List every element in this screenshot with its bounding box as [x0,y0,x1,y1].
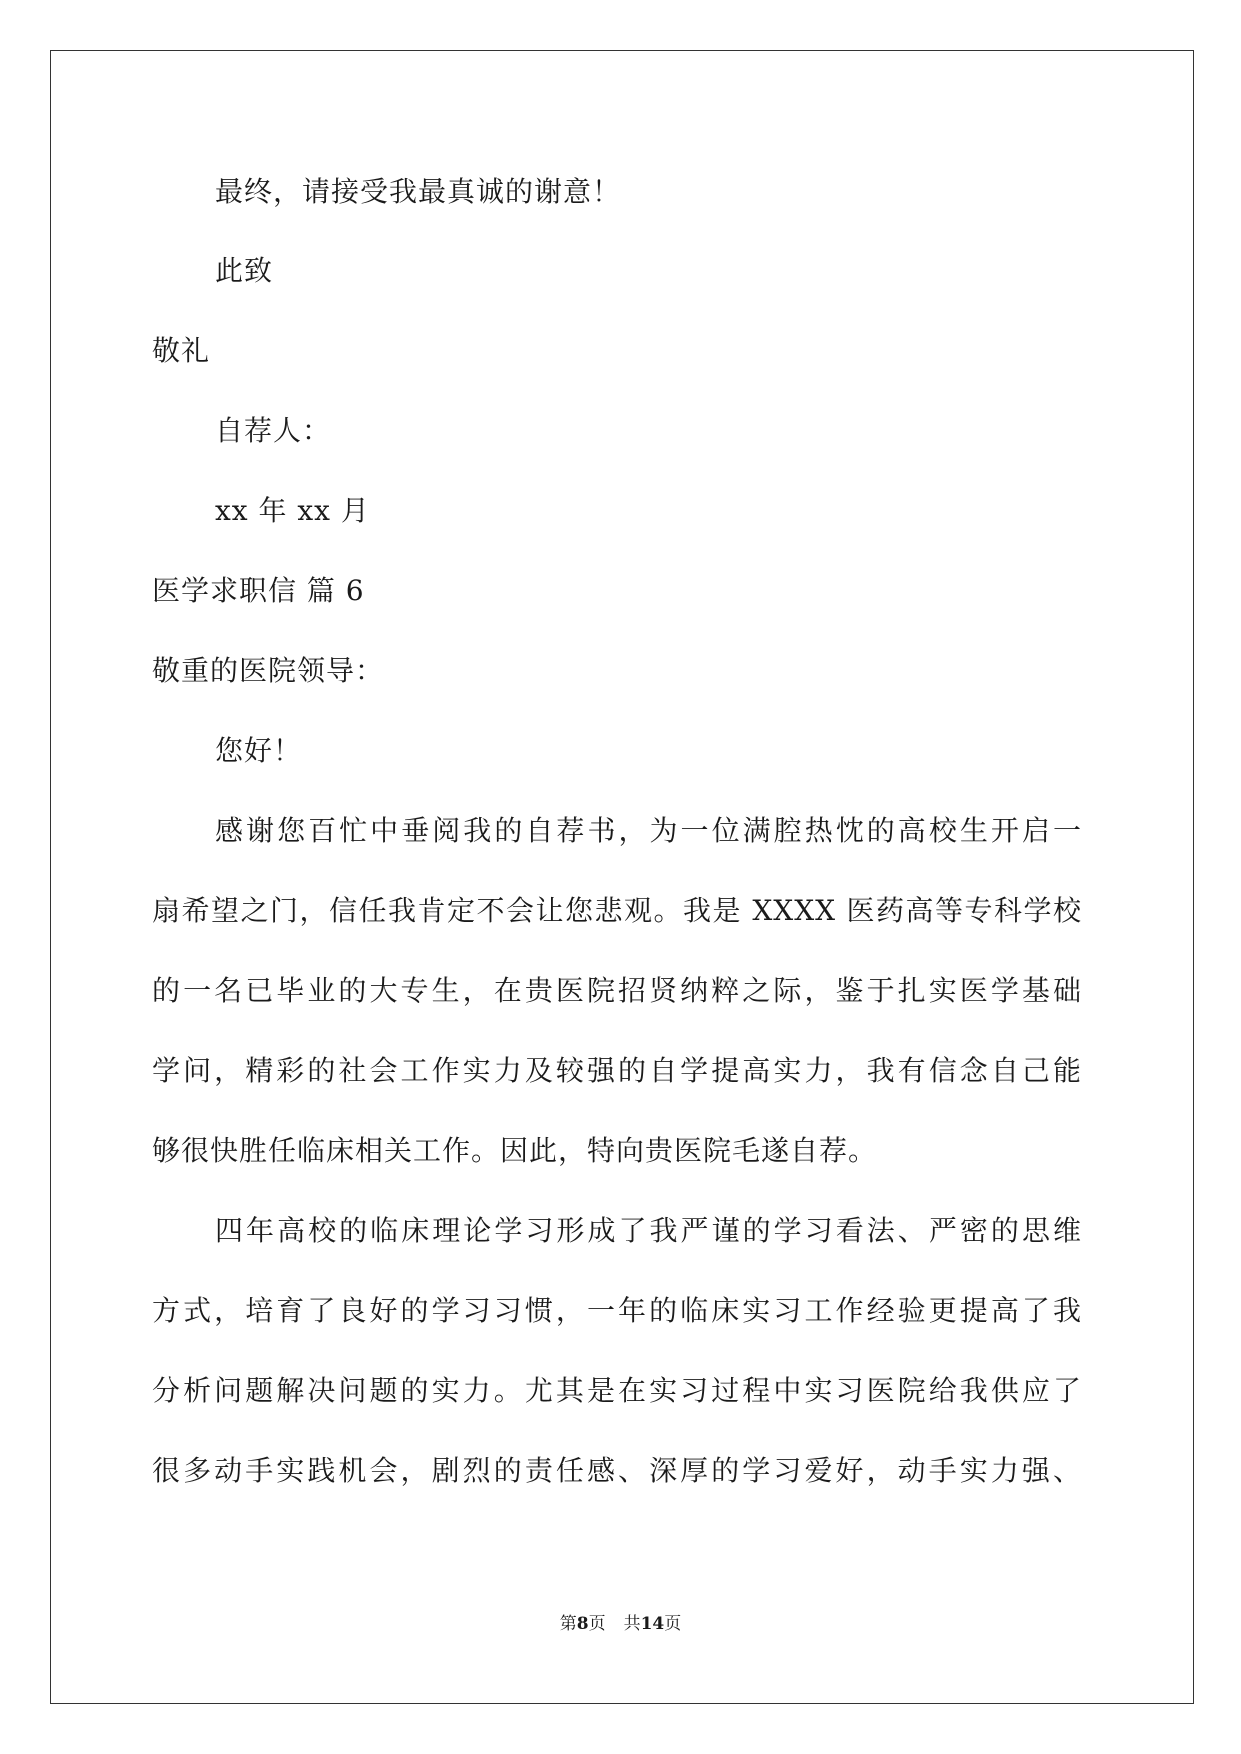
page-total: 14 [640,1614,665,1634]
page-footer [0,1612,1241,1636]
paragraph-line: 扇希望之门，信任我肯定不会让您悲观。我是 XXXX 医药高等专科学校 [152,894,1082,927]
paragraph-line: 够很快胜任临床相关工作。因此，特向贵医院毛遂自荐。 [152,1134,878,1167]
page-current: 8 [576,1614,589,1634]
total-prefix: 共 [623,1614,641,1634]
paragraph-line: 分析问题解决问题的实力。尤其是在实习过程中实习医院给我供应了 [152,1374,1082,1407]
page-mid: 页 [588,1614,606,1634]
paragraph-line: 学问，精彩的社会工作实力及较强的自学提高实力，我有信念自己能 [152,1054,1082,1087]
salutation-jingli: 敬礼 [152,334,211,367]
signature-label: 自荐人： [215,414,332,447]
section-heading: 医学求职信 篇 6 [152,574,365,607]
page-prefix: 第 [559,1614,577,1634]
paragraph-line: 方式，培育了良好的学习习惯，一年的临床实习工作经验更提高了我 [152,1294,1082,1327]
paragraph-line: 四年高校的临床理论学习形成了我严谨的学习看法、严密的思维 [215,1214,1082,1247]
closing-thanks: 最终，请接受我最真诚的谢意！ [215,175,622,208]
total-suffix: 页 [664,1614,682,1634]
greeting-recipient: 敬重的医院领导： [152,654,385,687]
salutation-cizhi: 此致 [215,254,274,287]
date-line: xx 年 xx 月 [215,494,370,527]
paragraph-line: 感谢您百忙中垂阅我的自荐书，为一位满腔热忱的高校生开启一 [215,814,1082,847]
paragraph-line: 的一名已毕业的大专生，在贵医院招贤纳粹之际，鉴于扎实医学基础 [152,974,1082,1007]
paragraph-line: 很多动手实践机会，剧烈的责任感、深厚的学习爱好，动手实力强、 [152,1454,1082,1487]
greeting-hello: 您好！ [215,734,303,767]
